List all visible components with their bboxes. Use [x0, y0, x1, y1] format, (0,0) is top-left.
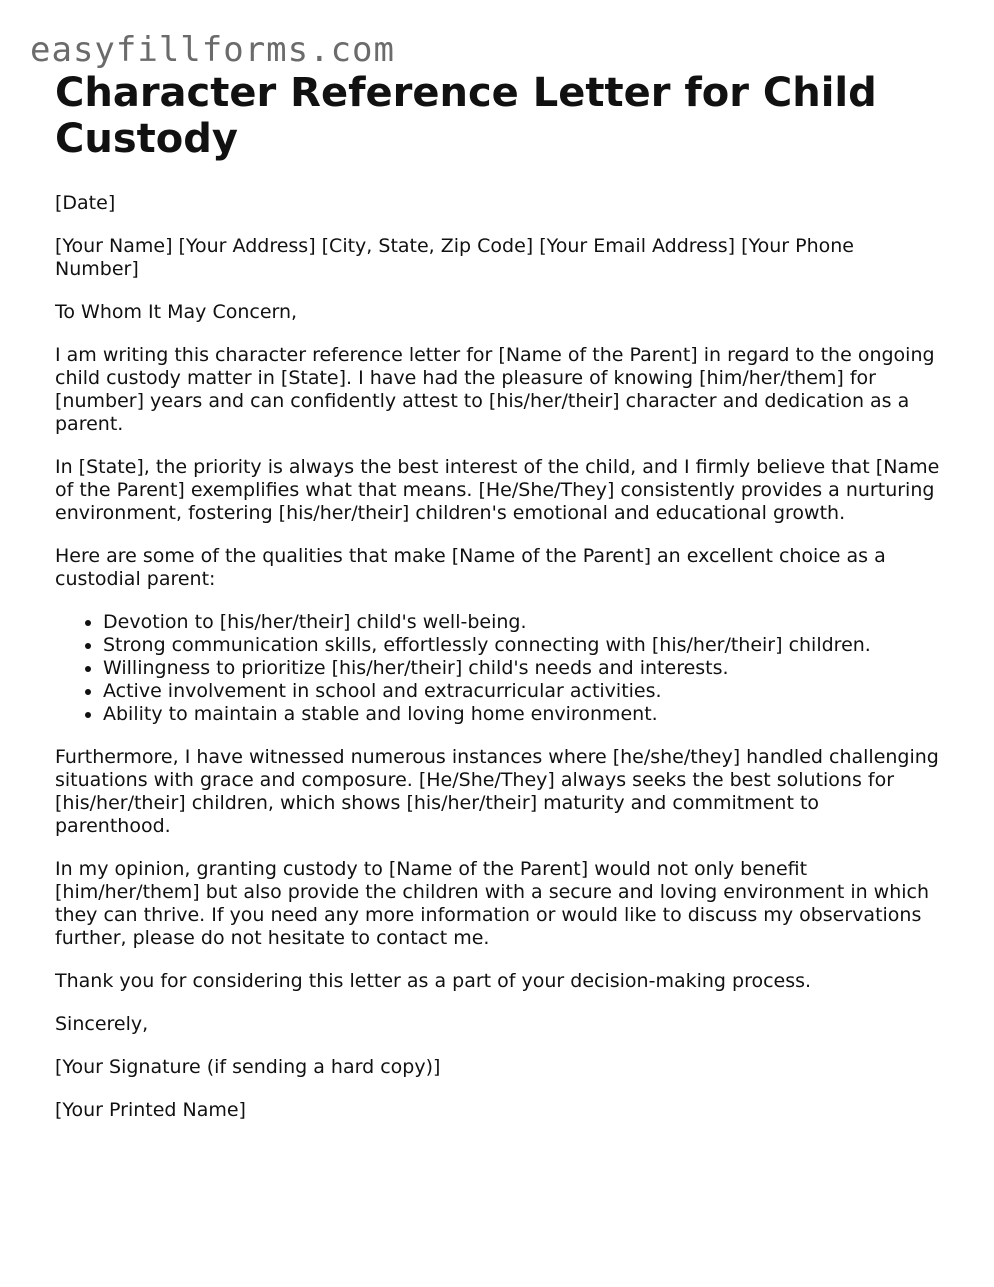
- qualities-list: [55, 611, 940, 726]
- body-paragraph-qualities-lead: Here are some of the qualities that make [Name of the Parent] an excellent choice as a custodial parent:: [55, 545, 886, 590]
- site-watermark: easyfillforms.com: [30, 30, 395, 70]
- list-item: • Ability to maintain a stable and loving home environment.: [103, 703, 940, 726]
- printed-name: [Your Printed Name]: [55, 1099, 246, 1121]
- body-paragraph-interest: In [State], the priority is always the best interest of the child, and I firmly believe that [Name of the Parent] exemplifies what that means. [He/She/They] consistently provides a nurturing environment, fostering [his/her/their] children's emotional and educational growth.: [55, 456, 940, 524]
- sign-off: Sincerely,: [55, 1013, 149, 1035]
- list-item: • Willingness to prioritize [his/her/their] child's needs and interests.: [103, 657, 940, 680]
- salutation: To Whom It May Concern,: [55, 301, 298, 323]
- list-item: • Strong communication skills, effortlessly connecting with [his/her/their] children.: [103, 634, 940, 657]
- body-paragraph-furthermore: Furthermore, I have witnessed numerous instances where [he/she/they] handled challenging situations with grace and composure. [He/She/They] always seeks the best solutions for [his/her/their] children, which shows [his/her/their] maturity and commitment to parenthood.: [55, 746, 939, 837]
- body-paragraph-intro: I am writing this character reference letter for [Name of the Parent] in regard to the ongoing child custody matter in [State]. I have had the pleasure of knowing [him/her/them] for [number] years and can confidently attest to [his/her/their] character and dedication as a parent.: [55, 344, 935, 435]
- document-title: Character Reference Letter for Child Custody: [55, 70, 877, 162]
- body-paragraph-thanks: Thank you for considering this letter as a part of your decision-making process.: [55, 970, 812, 992]
- signature-line: [Your Signature (if sending a hard copy)]: [55, 1056, 441, 1078]
- letter-document: [55, 70, 940, 1142]
- letter-date: [Date]: [55, 192, 116, 214]
- body-paragraph-opinion: In my opinion, granting custody to [Name of the Parent] would not only benefit [him/her/them] but also provide the children with a secure and loving environment in which they can thrive. If you need any more information or would like to discuss my observations further, please do not hesitate to contact me.: [55, 858, 930, 949]
- sender-info: [Your Name] [Your Address] [City, State, Zip Code] [Your Email Address] [Your Phone Number]: [55, 235, 854, 280]
- list-item: • Active involvement in school and extracurricular activities.: [103, 680, 940, 703]
- list-item: • Devotion to [his/her/their] child's well-being.: [103, 611, 940, 634]
